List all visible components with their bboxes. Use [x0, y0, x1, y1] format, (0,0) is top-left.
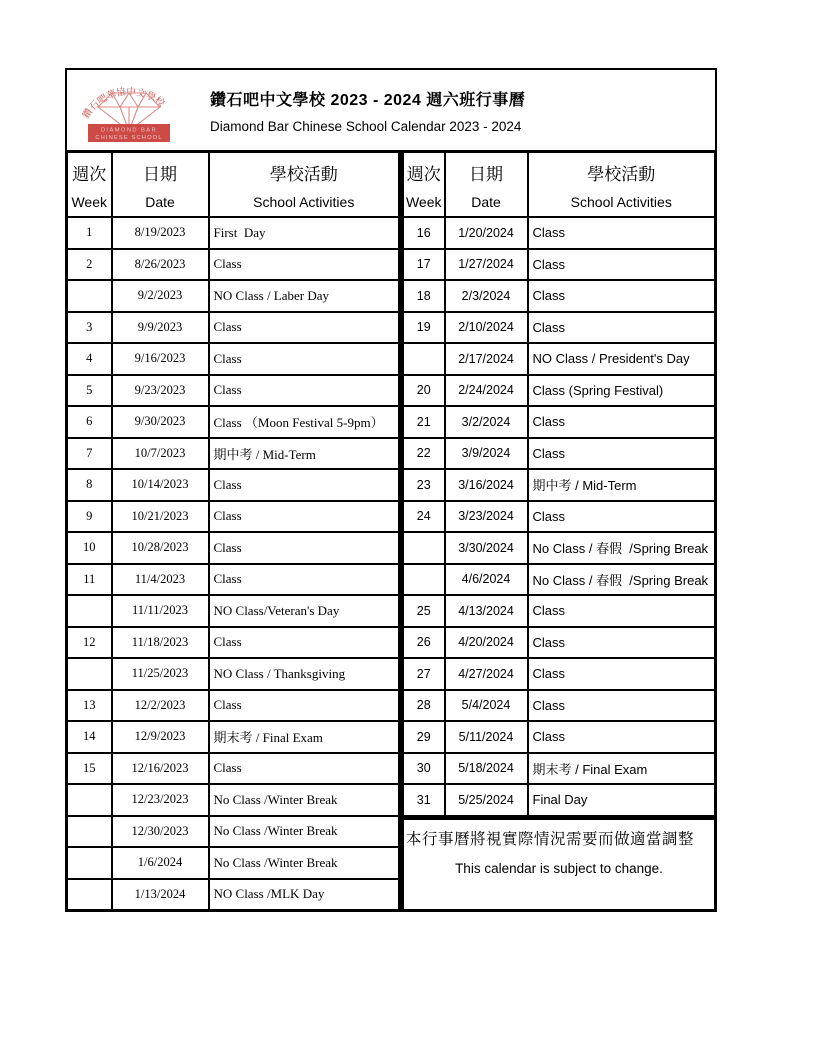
logo-banner-line1: DIAMOND BAR — [100, 127, 158, 134]
table-row — [67, 595, 400, 627]
week-cell — [67, 658, 112, 690]
date-cell: 11/4/2023 — [112, 564, 209, 596]
activity-cell: Class — [209, 564, 400, 596]
table-row — [403, 406, 716, 438]
activity-cell: Class — [209, 501, 400, 533]
date-cell: 1/20/2024 — [445, 217, 528, 249]
activity-cell: 期末考 / Final Exam — [528, 753, 716, 785]
week-cell: 17 — [403, 249, 445, 281]
week-cell: 20 — [403, 375, 445, 407]
activities-header-zh: 學校活動 — [269, 164, 338, 184]
week-cell: 21 — [403, 406, 445, 438]
table-row — [67, 217, 400, 249]
date-cell: 2/3/2024 — [445, 280, 528, 312]
date-cell: 9/2/2023 — [112, 280, 209, 312]
table-row — [403, 721, 716, 753]
activity-cell: NO Class/Veteran's Day — [209, 595, 400, 627]
table-row — [67, 721, 400, 753]
change-note-en: This calendar is subject to change. — [455, 860, 663, 876]
logo-banner-line2: CHINESE SCHOOL — [95, 135, 163, 141]
week-cell — [67, 816, 112, 848]
logo-arc-text: 鑽石吧華協中文學校 — [80, 86, 167, 121]
date-cell: 9/30/2023 — [112, 406, 209, 438]
activity-cell: Class — [528, 406, 716, 438]
activity-cell: No Class /Winter Break — [209, 784, 400, 816]
header-row — [403, 152, 716, 218]
date-cell: 12/16/2023 — [112, 753, 209, 785]
date-header-zh: 日期 — [143, 164, 177, 184]
date-cell: 12/30/2023 — [112, 816, 209, 848]
week-cell: 16 — [403, 217, 445, 249]
week-cell: 9 — [67, 501, 112, 533]
week-cell: 12 — [67, 627, 112, 659]
activity-cell: Class — [209, 469, 400, 501]
week-cell: 26 — [403, 627, 445, 659]
activity-cell: NO Class / Thanksgiving — [209, 658, 400, 690]
date-cell: 4/27/2024 — [445, 658, 528, 690]
week-header-zh: 週次 — [406, 164, 441, 184]
school-logo — [74, 75, 184, 145]
week-cell: 25 — [403, 595, 445, 627]
page-title-zh: 鑽石吧中文學校 2023 - 2024 週六班行事曆 — [210, 91, 526, 109]
column-header-date — [112, 152, 209, 218]
week-cell: 10 — [67, 532, 112, 564]
activities-header-zh: 學校活動 — [587, 164, 656, 184]
week-cell — [67, 280, 112, 312]
activity-cell: Class — [209, 690, 400, 722]
activity-cell: Class — [528, 249, 716, 281]
date-cell: 3/23/2024 — [445, 501, 528, 533]
table-row — [67, 564, 400, 596]
table-row — [67, 249, 400, 281]
table-row — [403, 627, 716, 659]
week-cell — [403, 564, 445, 596]
activity-cell: Class — [209, 249, 400, 281]
week-cell: 23 — [403, 469, 445, 501]
date-cell: 11/25/2023 — [112, 658, 209, 690]
table-row — [67, 501, 400, 533]
page-title-en: Diamond Bar Chinese School Calendar 2023 - 2024 — [210, 118, 522, 134]
activity-cell: Class — [528, 721, 716, 753]
calendar-table-spring — [401, 150, 717, 818]
table-row — [67, 627, 400, 659]
date-header-en: Date — [145, 193, 175, 210]
date-cell: 11/11/2023 — [112, 595, 209, 627]
activity-cell: Final Day — [528, 784, 716, 816]
date-cell: 10/28/2023 — [112, 532, 209, 564]
week-cell: 5 — [67, 375, 112, 407]
week-cell: 22 — [403, 438, 445, 470]
date-cell: 1/27/2024 — [445, 249, 528, 281]
activity-cell: Class — [528, 312, 716, 344]
table-row — [67, 753, 400, 785]
week-cell — [403, 343, 445, 375]
header-titles — [210, 87, 525, 134]
activity-cell: Class — [209, 375, 400, 407]
activity-cell: Class — [528, 627, 716, 659]
date-cell: 2/10/2024 — [445, 312, 528, 344]
week-cell: 7 — [67, 438, 112, 470]
table-row — [67, 280, 400, 312]
date-cell: 12/9/2023 — [112, 721, 209, 753]
week-header-en: Week — [71, 193, 108, 210]
table-row — [67, 406, 400, 438]
date-cell: 1/13/2024 — [112, 879, 209, 911]
week-cell: 29 — [403, 721, 445, 753]
header-row — [67, 152, 400, 218]
week-cell: 14 — [67, 721, 112, 753]
column-header-activities — [528, 152, 716, 218]
date-cell: 9/9/2023 — [112, 312, 209, 344]
table-row — [67, 312, 400, 344]
activity-cell: NO Class / Laber Day — [209, 280, 400, 312]
date-cell: 10/14/2023 — [112, 469, 209, 501]
week-cell: 24 — [403, 501, 445, 533]
table-row — [403, 658, 716, 690]
table-row — [67, 784, 400, 816]
week-cell — [403, 532, 445, 564]
activity-cell: Class — [209, 343, 400, 375]
week-cell: 6 — [67, 406, 112, 438]
week-cell: 19 — [403, 312, 445, 344]
activity-cell: No Class / 春假 /Spring Break — [528, 532, 716, 564]
date-cell: 9/23/2023 — [112, 375, 209, 407]
activity-cell: Class — [209, 532, 400, 564]
table-row — [403, 564, 716, 596]
week-cell: 31 — [403, 784, 445, 816]
date-cell: 4/6/2024 — [445, 564, 528, 596]
date-cell: 2/17/2024 — [445, 343, 528, 375]
table-row — [67, 879, 400, 911]
activity-cell: Class — [528, 658, 716, 690]
activity-cell: No Class /Winter Break — [209, 816, 400, 848]
date-cell: 8/26/2023 — [112, 249, 209, 281]
activity-cell: Class — [528, 438, 716, 470]
date-cell: 12/23/2023 — [112, 784, 209, 816]
date-cell: 3/16/2024 — [445, 469, 528, 501]
activities-header-en: School Activities — [253, 193, 355, 210]
activity-cell: Class — [209, 627, 400, 659]
date-cell: 4/13/2024 — [445, 595, 528, 627]
date-cell: 3/2/2024 — [445, 406, 528, 438]
week-cell: 8 — [67, 469, 112, 501]
table-row — [403, 469, 716, 501]
week-cell: 3 — [67, 312, 112, 344]
calendar-tables — [65, 150, 717, 912]
activity-cell: Class (Spring Festival) — [528, 375, 716, 407]
date-cell: 12/2/2023 — [112, 690, 209, 722]
header — [65, 68, 717, 150]
week-cell — [67, 784, 112, 816]
date-cell: 5/4/2024 — [445, 690, 528, 722]
activity-cell: Class — [528, 280, 716, 312]
table-row — [403, 375, 716, 407]
change-note — [401, 818, 717, 913]
date-header-zh: 日期 — [469, 164, 503, 184]
table-row — [403, 438, 716, 470]
week-cell: 13 — [67, 690, 112, 722]
table-row — [403, 501, 716, 533]
date-cell: 10/7/2023 — [112, 438, 209, 470]
date-header-en: Date — [471, 193, 501, 210]
date-cell: 5/11/2024 — [445, 721, 528, 753]
table-row — [67, 658, 400, 690]
date-cell: 10/21/2023 — [112, 501, 209, 533]
column-header-week — [403, 152, 445, 218]
right-column — [401, 150, 717, 912]
week-cell — [67, 879, 112, 911]
column-header-week — [67, 152, 112, 218]
date-cell: 11/18/2023 — [112, 627, 209, 659]
date-cell: 3/9/2024 — [445, 438, 528, 470]
week-cell: 2 — [67, 249, 112, 281]
week-cell: 28 — [403, 690, 445, 722]
table-row — [403, 753, 716, 785]
activity-cell: Class — [209, 312, 400, 344]
change-note-zh: 本行事曆將視實際情況需要而做適當調整 — [406, 830, 695, 848]
calendar-document — [65, 68, 717, 912]
diamond-logo-icon — [74, 75, 184, 145]
activity-cell: Class — [528, 690, 716, 722]
date-cell: 1/6/2024 — [112, 847, 209, 879]
activity-cell: 期中考 / Mid-Term — [209, 438, 400, 470]
date-cell: 4/20/2024 — [445, 627, 528, 659]
date-cell: 3/30/2024 — [445, 532, 528, 564]
table-row — [67, 469, 400, 501]
date-cell: 8/19/2023 — [112, 217, 209, 249]
calendar-table-fall — [65, 150, 401, 912]
week-header-zh: 週次 — [72, 164, 107, 184]
table-row — [403, 312, 716, 344]
table-row — [403, 217, 716, 249]
table-row — [403, 595, 716, 627]
activity-cell: Class （Moon Festival 5-9pm） — [209, 406, 400, 438]
week-cell: 27 — [403, 658, 445, 690]
activity-cell: Class — [528, 501, 716, 533]
column-header-activities — [209, 152, 400, 218]
week-cell: 15 — [67, 753, 112, 785]
activity-cell: 期末考 / Final Exam — [209, 721, 400, 753]
week-header-en: Week — [405, 193, 442, 210]
date-cell: 2/24/2024 — [445, 375, 528, 407]
activity-cell: 期中考 / Mid-Term — [528, 469, 716, 501]
table-row — [67, 690, 400, 722]
activity-cell: No Class /Winter Break — [209, 847, 400, 879]
table-row — [67, 375, 400, 407]
activity-cell: NO Class /MLK Day — [209, 879, 400, 911]
activity-cell: First Day — [209, 217, 400, 249]
week-cell: 11 — [67, 564, 112, 596]
table-row — [67, 847, 400, 879]
activity-cell: Class — [209, 753, 400, 785]
date-cell: 5/25/2024 — [445, 784, 528, 816]
date-cell: 5/18/2024 — [445, 753, 528, 785]
week-cell — [67, 847, 112, 879]
table-row — [403, 784, 716, 816]
table-row — [403, 690, 716, 722]
date-cell: 9/16/2023 — [112, 343, 209, 375]
table-row — [403, 249, 716, 281]
activity-cell: No Class / 春假 /Spring Break — [528, 564, 716, 596]
activity-cell: Class — [528, 595, 716, 627]
table-row — [67, 532, 400, 564]
activity-cell: NO Class / President's Day — [528, 343, 716, 375]
table-row — [403, 280, 716, 312]
activities-header-en: School Activities — [570, 193, 672, 210]
table-row — [67, 343, 400, 375]
week-cell: 4 — [67, 343, 112, 375]
table-row — [403, 532, 716, 564]
activity-cell: Class — [528, 217, 716, 249]
week-cell — [67, 595, 112, 627]
table-row — [67, 816, 400, 848]
table-row — [403, 343, 716, 375]
table-row — [67, 438, 400, 470]
week-cell: 30 — [403, 753, 445, 785]
column-header-date — [445, 152, 528, 218]
week-cell: 1 — [67, 217, 112, 249]
week-cell: 18 — [403, 280, 445, 312]
